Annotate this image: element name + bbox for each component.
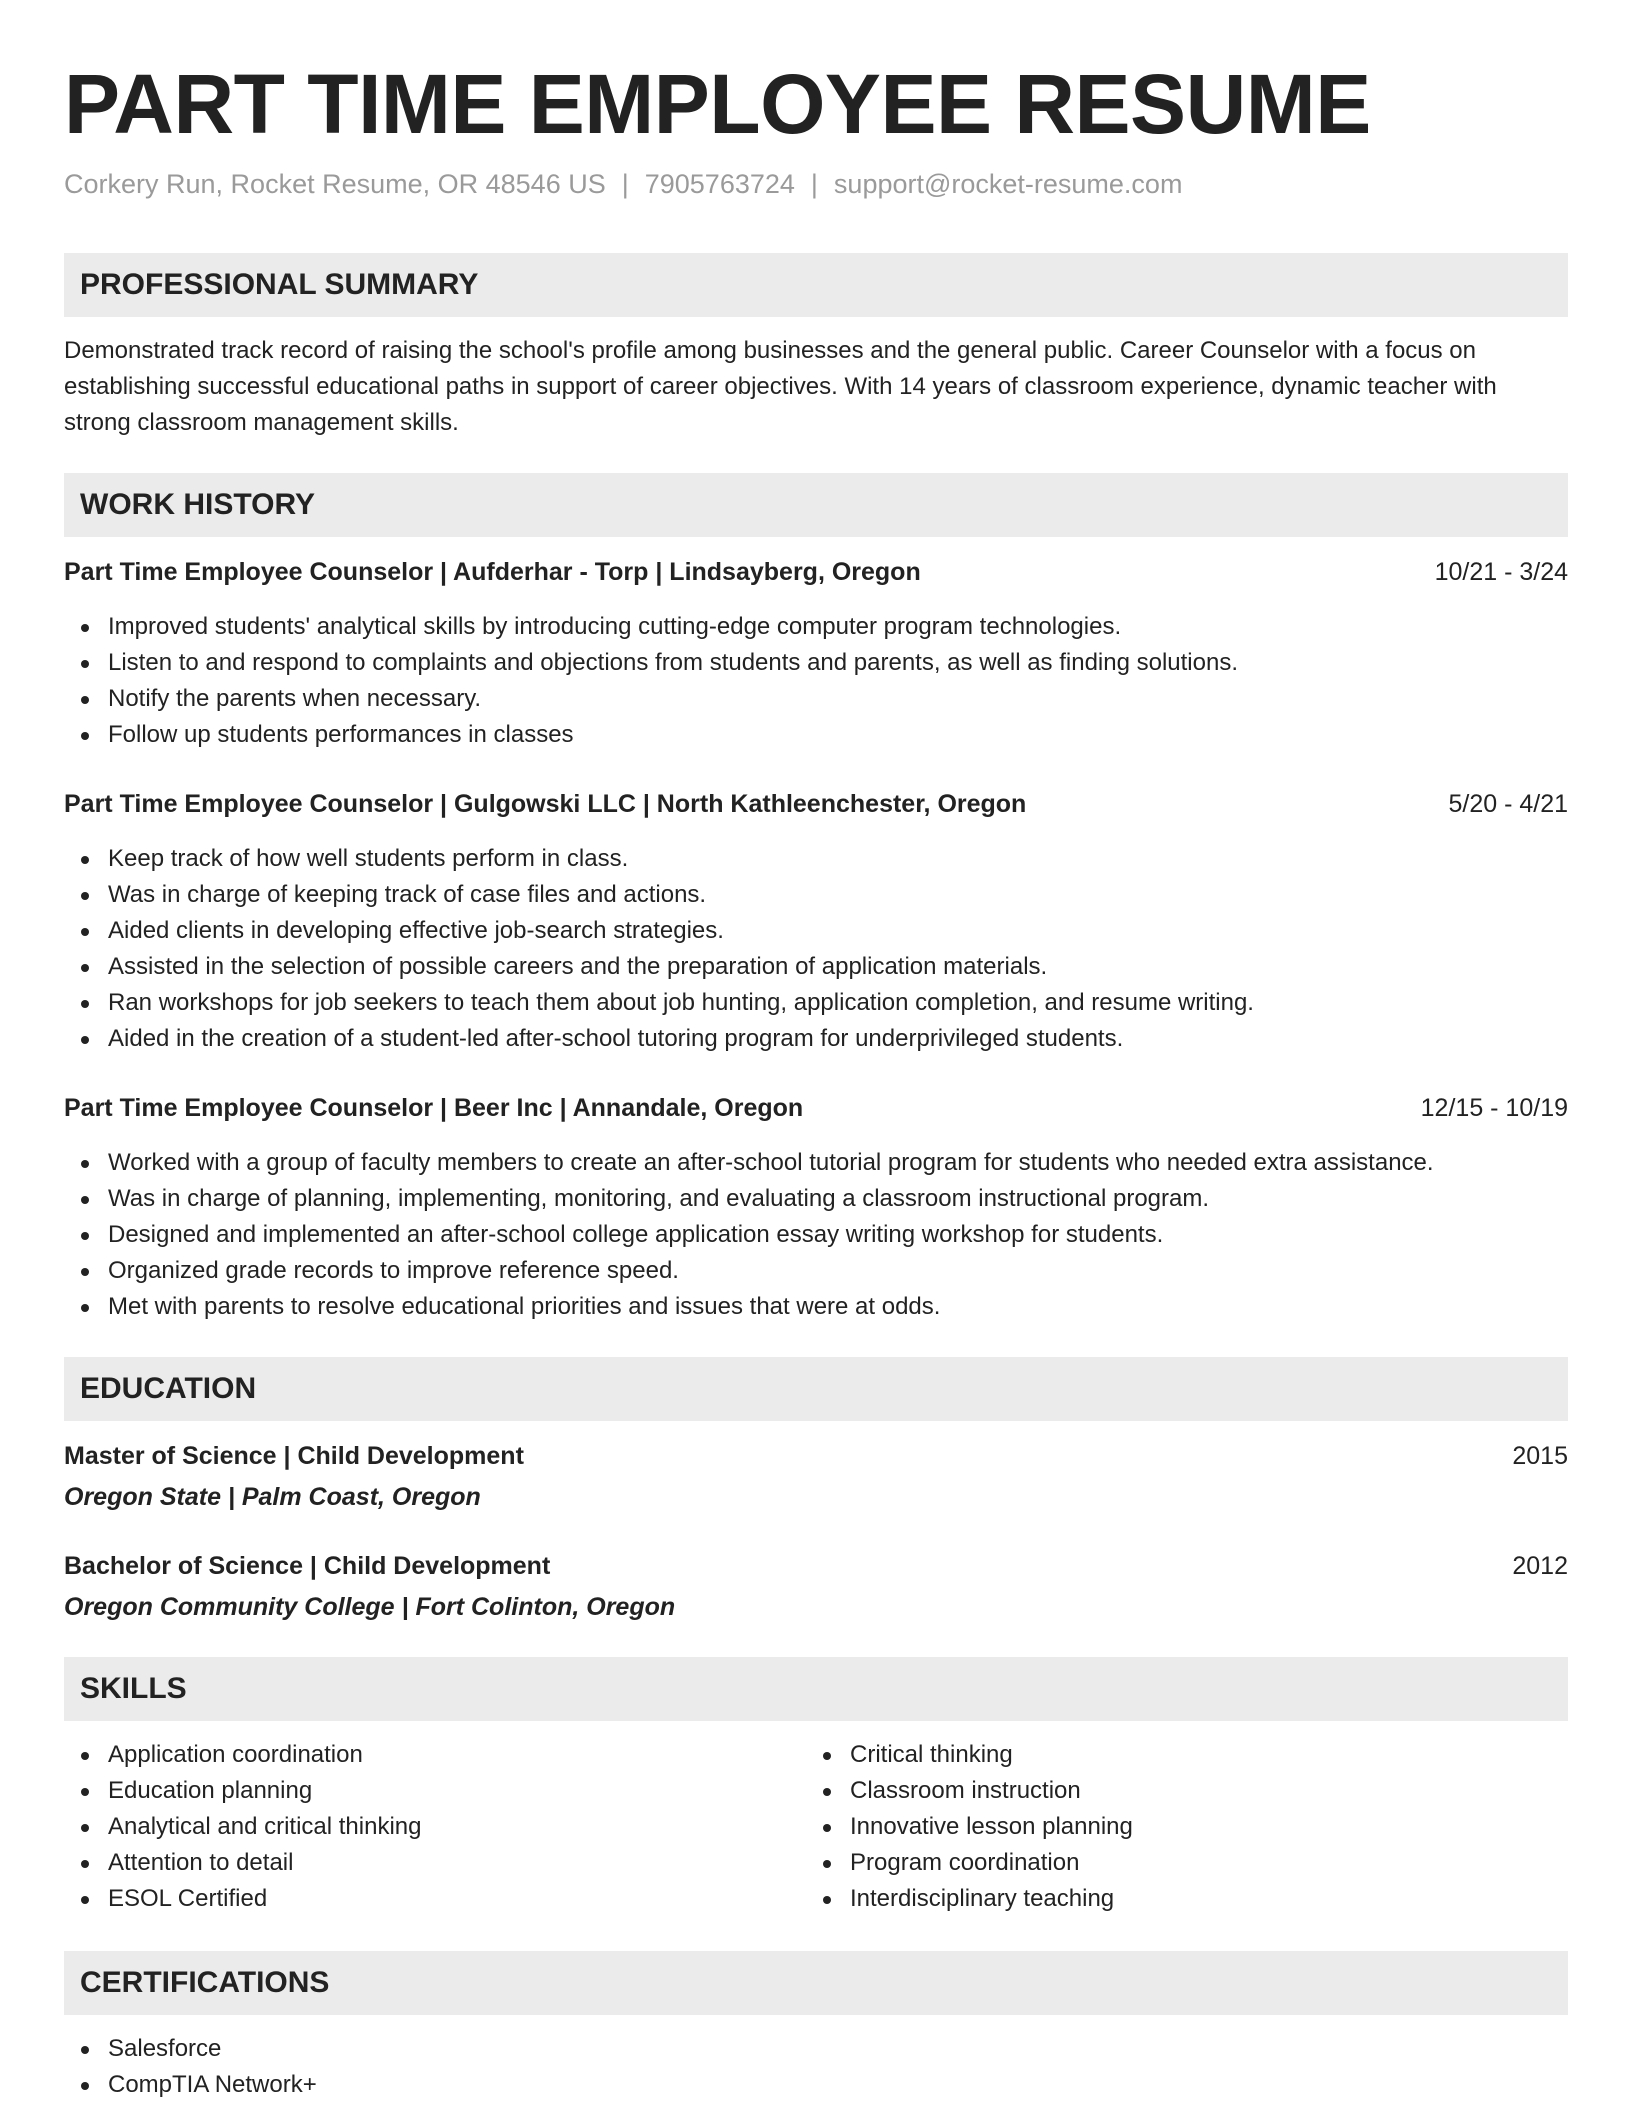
education-header [64, 1548, 1568, 1584]
list-item: Worked with a group of faculty members to create an after-school tutorial program for students who needed extra assistance. [64, 1145, 1434, 1181]
section-heading-certifications: CERTIFICATIONS [64, 1951, 1568, 2015]
contact-line [64, 166, 1182, 202]
list-item: Organized grade records to improve reference speed. [64, 1253, 1434, 1289]
list-item: Application coordination [64, 1737, 422, 1773]
list-item: Aided in the creation of a student-led after-school tutoring program for underprivileged students. [64, 1021, 1254, 1057]
section-heading-education: EDUCATION [64, 1357, 1568, 1421]
skills-list-right [806, 1737, 1133, 1917]
list-item: Salesforce [64, 2031, 317, 2067]
job-header [64, 1090, 1568, 1126]
job-dates: 12/15 - 10/19 [1420, 1094, 1568, 1122]
summary-text: Demonstrated track record of raising the school's profile among businesses and the general public. Career Counselor with a focus on establishing successful educational paths in support of career objectives. With 14 years of classroom experience, dynamic teacher with strong classroom management skills. [64, 337, 1497, 436]
list-item: Program coordination [806, 1845, 1133, 1881]
job-header [64, 554, 1568, 590]
list-item: Follow up students performances in classes [64, 717, 1238, 753]
list-item: CompTIA Network+ [64, 2067, 317, 2103]
list-item: Notify the parents when necessary. [64, 681, 1238, 717]
list-item: Attention to detail [64, 1845, 422, 1881]
contact-phone: 7905763724 [644, 169, 795, 199]
list-item: Ran workshops for job seekers to teach them about job hunting, application completion, and resume writing. [64, 985, 1254, 1021]
list-item: ESOL Certified [64, 1881, 422, 1917]
job-bullets [64, 841, 1254, 1057]
job-title: Part Time Employee Counselor | Beer Inc | Annandale, Oregon [64, 1094, 804, 1122]
contact-address: Corkery Run, Rocket Resume, OR 48546 US [64, 169, 606, 199]
job-bullets [64, 1145, 1434, 1325]
education-header [64, 1438, 1568, 1474]
education-school: Oregon Community College | Fort Colinton, Oregon [64, 1593, 676, 1621]
education-year: 2015 [1512, 1442, 1568, 1470]
job-bullets [64, 609, 1238, 753]
list-item: Listen to and respond to complaints and objections from students and parents, as well as finding solutions. [64, 645, 1238, 681]
education-year: 2012 [1512, 1552, 1568, 1580]
list-item: Classroom instruction [806, 1773, 1133, 1809]
certifications-list [64, 2031, 317, 2103]
contact-email: support@rocket-resume.com [833, 169, 1183, 199]
list-item: Improved students' analytical skills by introducing cutting-edge computer program technologies. [64, 609, 1238, 645]
list-item: Critical thinking [806, 1737, 1133, 1773]
list-item: Aided clients in developing effective job-search strategies. [64, 913, 1254, 949]
list-item: Designed and implemented an after-school college application essay writing workshop for students. [64, 1217, 1434, 1253]
job-title: Part Time Employee Counselor | Aufderhar - Torp | Lindsayberg, Oregon [64, 558, 921, 586]
section-heading-skills: SKILLS [64, 1657, 1568, 1721]
contact-separator: | [621, 169, 629, 199]
section-heading-work: WORK HISTORY [64, 473, 1568, 537]
job-header [64, 786, 1568, 822]
list-item: Analytical and critical thinking [64, 1809, 422, 1845]
list-item: Keep track of how well students perform in class. [64, 841, 1254, 877]
list-item: Education planning [64, 1773, 422, 1809]
list-item: Assisted in the selection of possible careers and the preparation of application materials. [64, 949, 1254, 985]
education-school: Oregon State | Palm Coast, Oregon [64, 1483, 481, 1511]
education-degree: Master of Science | Child Development [64, 1442, 524, 1470]
education-degree: Bachelor of Science | Child Development [64, 1552, 551, 1580]
skills-list-left [64, 1737, 422, 1917]
job-title: Part Time Employee Counselor | Gulgowski LLC | North Kathleenchester, Oregon [64, 790, 1027, 818]
section-heading-summary: PROFESSIONAL SUMMARY [64, 253, 1568, 317]
job-dates: 10/21 - 3/24 [1434, 558, 1568, 586]
job-dates: 5/20 - 4/21 [1448, 790, 1568, 818]
list-item: Met with parents to resolve educational priorities and issues that were at odds. [64, 1289, 1434, 1325]
list-item: Innovative lesson planning [806, 1809, 1133, 1845]
list-item: Was in charge of planning, implementing, monitoring, and evaluating a classroom instructional program. [64, 1181, 1434, 1217]
contact-separator: | [810, 169, 818, 199]
resume-title: PART TIME EMPLOYEE RESUME [64, 57, 1371, 151]
list-item: Interdisciplinary teaching [806, 1881, 1133, 1917]
list-item: Was in charge of keeping track of case files and actions. [64, 877, 1254, 913]
